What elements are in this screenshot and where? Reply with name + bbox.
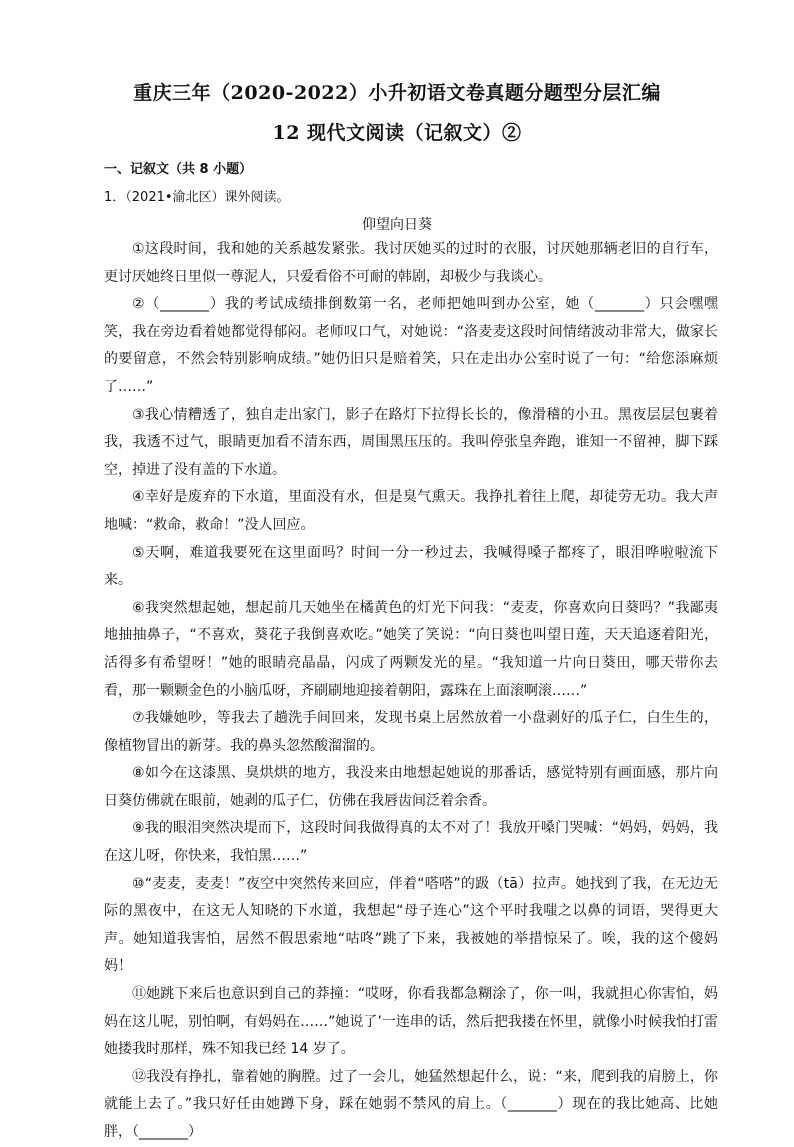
paragraph-8: ⑧如今在这漆黑、臭烘烘的地方，我没来由地想起她说的那番话，感觉特别有画面感，那片向日葵仿佛就在眼前，她剥的瓜子仁，仿佛在我唇齿间泛着余香。 <box>104 765 718 809</box>
paragraph-4: ④幸好是废弃的下水道，里面没有水，但是臭气熏天。我挣扎着往上爬，却徒劳无功。我大声地喊：“救命，救命！”没人回应。 <box>104 489 718 533</box>
passage-body <box>104 236 718 1147</box>
paragraph-5: ⑤天啊，难道我要死在这里面吗？时间一分一秒过去，我喊得嗓子都疼了，眼泪哗啦啦流下来。 <box>104 544 718 589</box>
paragraph-3: ③我心情糟透了，独自走出家门，影子在路灯下拉得长长的，像滑稽的小丑。黑夜层层包裹着我，我透不过气，眼睛更加看不清东西，周围黑压压的。我叫停张皇奔跑，谁知一不留神，脚下踩空，掉进了没有盖的下水道。 <box>104 406 718 478</box>
passage-title: 仰望向日葵 <box>362 217 432 233</box>
section-heading: 一、记叙文（共 8 小题） <box>104 162 253 177</box>
paragraph-2: ②（_______）我的考试成绩排倒数第一名，老师把她叫到办公室，她（_______）只会嘿嘿笑，我在旁边看着她都觉得郁闷。老师叹口气，对她说：“洛麦麦这段时间情绪波动非常大，做家长的要留意，不然会特别影响成绩。”她仍旧只是赔着笑，只在走出办公室时说了一句：“给您添麻烦了……” <box>104 296 718 395</box>
question-heading: 1．（2021•渝北区）课外阅读。 <box>104 190 290 205</box>
document-subtitle: 12 现代文阅读（记叙文）② <box>272 122 522 144</box>
paragraph-10: ⑩“麦麦，麦麦！”夜空中突然传来回应，伴着“嗒嗒”的趿（tā）拉声。她找到了我，在无边无际的黑夜中，在这无人知晓的下水道，我想起“母子连心”这个平时我嗤之以鼻的词语，哭得更大声。她知道我害怕，居然不假思索地“咕咚”跳了下来，我被她的举措惊呆了。唉，我的这个傻妈妈！ <box>104 875 718 975</box>
paragraph-7: ⑦我嫌她吵，等我去了趟洗手间回来，发现书桌上居然放着一小盘剥好的瓜子仁，白生生的，像植物冒出的新芽。我的鼻头忽然酸溜溜的。 <box>104 710 718 754</box>
paragraph-6: ⑥我突然想起她，想起前几天她坐在橘黄色的灯光下问我：“麦麦，你喜欢向日葵吗？”我鄙夷地抽抽鼻子，“不喜欢，葵花子我倒喜欢吃。”她笑了笑说：“向日葵也叫望日莲，天天追逐着阳光，活得多有希望呀！”她的眼睛亮晶晶，闪成了两颗发光的星。“我知道一片向日葵田，哪天带你去看，那一颗颗金色的小脑瓜呀，齐刷刷地迎接着朝阳，露珠在上面滚啊滚……” <box>104 599 718 699</box>
paragraph-9: ⑨我的眼泪突然决堤而下，这段时间我做得真的太不对了！我放开嗓门哭喊：“妈妈，妈妈，我在这儿呀，你快来，我怕黑……” <box>104 820 718 865</box>
paragraph-1: ①这段时间，我和她的关系越发紧张。我讨厌她买的过时的衣服，讨厌她那辆老旧的自行车，更讨厌她终日里似一尊泥人，只爱看俗不可耐的韩剧，却极少与我谈心。 <box>104 241 718 285</box>
document-title: 重庆三年（2020-2022）小升初语文卷真题分题型分层汇编 <box>133 82 661 104</box>
paragraph-12: ⑫我没有挣扎，靠着她的胸膛。过了一会儿，她猛然想起什么，说：“来，爬到我的肩膀上，你就能上去了。”我只好任由她蹲下身，踩在她弱不禁风的肩上。（_______）现在的我比她高、比她胖，（_______） <box>104 1068 718 1140</box>
paragraph-11: ⑪她跳下来后也意识到自己的莽撞：“哎呀，你看我都急糊涂了，你一叫，我就担心你害怕，妈妈在这儿呢，别怕啊，有妈妈在……”她说了’一连串的话，然后把我搂在怀里，就像小时候我怕打雷她搂我时那样，殊不知我已经 14 岁了。 <box>104 986 718 1058</box>
